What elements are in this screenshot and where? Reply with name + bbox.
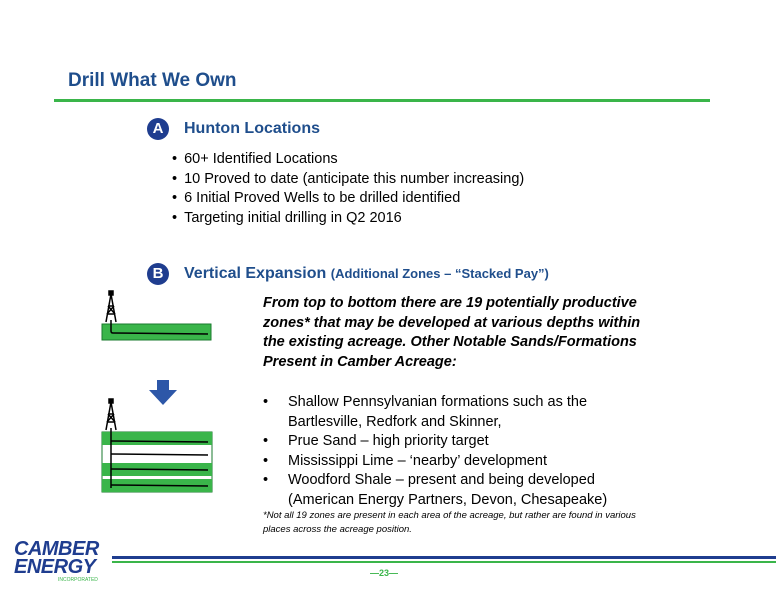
- footnote: *Not all 19 zones are present in each area of the acreage, but rather are found in various places across the acreage position.: [263, 510, 636, 535]
- page-title: Drill What We Own: [68, 70, 237, 91]
- single-zone-well-diagram: [100, 290, 220, 342]
- section-b-heading: [184, 265, 549, 283]
- footer-divider-green: [112, 561, 776, 563]
- logo-line-2: ENERGY: [14, 556, 96, 578]
- title-divider: [54, 99, 710, 102]
- list-item: • Woodford Shale – present and being developed (American Energy Partners, Devon, Chesapeake): [263, 471, 653, 510]
- derrick-icon: [106, 291, 116, 322]
- logo-line-1: CAMBER: [14, 538, 99, 560]
- list-item: • 60+ Identified Locations: [172, 150, 524, 170]
- section-b-badge: B: [147, 263, 169, 285]
- section-a-bullet-list: [172, 150, 524, 228]
- company-logo: [14, 540, 114, 588]
- logo-tagline: INCORPORATED: [58, 577, 98, 583]
- section-b-lead-text: From top to bottom there are 19 potentially productive zones* that may be developed at various depths within the existing acreage. Other Notable Sands/Formations Present in Camber Acreage:: [263, 295, 641, 370]
- footer-divider-blue: [112, 556, 776, 559]
- multi-zone-well-diagram: [100, 398, 220, 494]
- list-item: • Mississippi Lime – ‘nearby’ development: [263, 452, 653, 472]
- derrick-icon: [106, 399, 116, 430]
- section-b-subtitle: (Additional Zones – “Stacked Pay”): [330, 266, 549, 281]
- list-item: • 6 Initial Proved Wells to be drilled identified: [172, 189, 524, 209]
- list-item: • Prue Sand – high priority target: [263, 432, 653, 452]
- list-item: • Targeting initial drilling in Q2 2016: [172, 209, 524, 229]
- list-item: • 10 Proved to date (anticipate this number increasing): [172, 170, 524, 190]
- list-item: • Shallow Pennsylvanian formations such as the Bartlesville, Redfork and Skinner,: [263, 393, 653, 432]
- section-a-heading: Hunton Locations: [184, 120, 320, 137]
- section-b-title: Vertical Expansion: [184, 265, 327, 282]
- section-b-bullet-list: [263, 393, 653, 510]
- section-a-badge: A: [147, 118, 169, 140]
- page-number: —23—: [370, 568, 399, 578]
